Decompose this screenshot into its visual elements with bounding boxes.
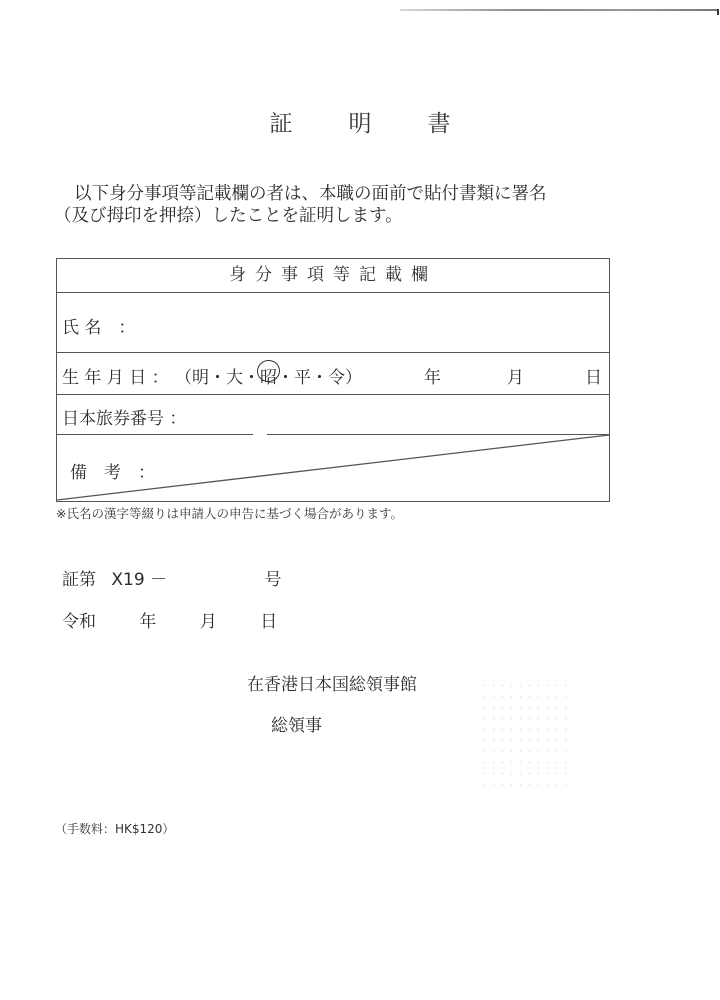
dob-year-label: 年 [424,368,441,388]
intro-paragraph [54,183,547,227]
faded-seal-area [480,680,570,790]
certno-prefix: 証第 [62,570,96,590]
title-char: 明 [348,111,372,137]
intro-line-2: （及び拇印を押捺）したことを証明します。 [54,206,403,226]
passport-label: 日本旅券番号 ： [62,409,187,429]
date-year: 年 [139,612,157,632]
date-era: 令和 [62,612,96,632]
issuer-title: 総領事 [271,716,322,736]
certno-code: X19 － [111,570,168,590]
remarks-row [57,434,609,500]
issue-date [62,607,277,632]
name-label: 氏 名 ： [62,318,136,338]
identity-table [56,258,610,502]
date-month: 月 [199,612,217,632]
scan-edge-line [400,9,718,11]
table-header: 身分事項等記載欄 [229,265,437,285]
dob-row [57,352,609,394]
dob-label: 生 年 月 日 ： [62,368,169,388]
name-row [57,292,609,352]
fee-note: （手数料：HK$120） [55,822,175,836]
dob-month-label: 月 [507,368,524,388]
dob-day-label: 日 [585,368,602,388]
date-day: 日 [260,612,278,632]
passport-row [57,394,609,434]
title-char: 証 [269,111,293,137]
certificate-number [62,565,282,590]
scan-edge-tick [717,9,719,15]
remarks-strikethrough-line [57,435,609,501]
dob-era-options: （明・大・昭・平・令） [175,368,362,388]
title-char: 書 [427,111,451,137]
intro-line-1: 以下身分事項等記載欄の者は、本職の面前で貼付書類に署名 [74,184,547,204]
page-title [0,105,720,138]
remarks-label: 備 考 ： [70,463,155,483]
footnote: ※氏名の漢字等綴りは申請人の申告に基づく場合があります。 [56,506,403,521]
certno-suffix: 号 [264,570,282,590]
issuing-office: 在香港日本国総領事館 [247,675,417,695]
